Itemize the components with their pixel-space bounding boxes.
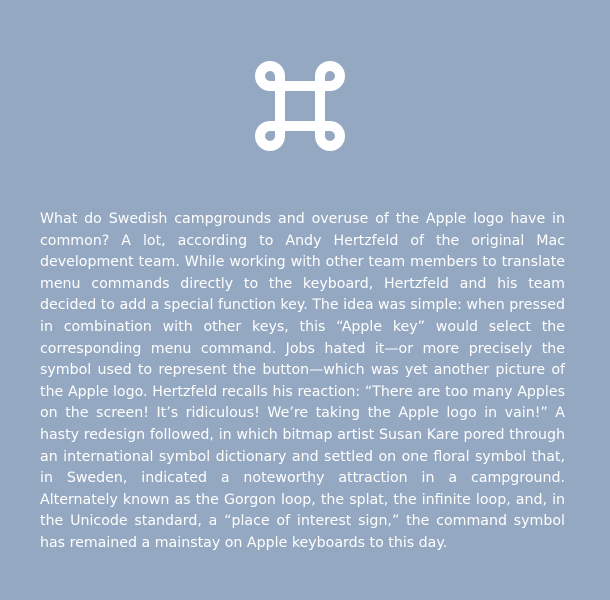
- command-key-icon: [250, 56, 350, 156]
- article-paragraph: What do Swedish campgrounds and overuse of the Apple logo have in common? A lot, according to Andy Hertzfeld of the original Mac development team. While working with other team members to translate menu commands directly to the keyboard, Hertzfeld and his team decided to add a special function key. The idea was simple: when pressed in combination with other keys, this “Apple key” would select the corresponding menu command. Jobs hated it—or more precisely the symbol used to represent the button—which was yet another picture of the Apple logo. Hertzfeld recalls his reaction: “There are too many Apples on the screen! It’s ridiculous! We’re taking the Apple logo in vain!” A hasty redesign followed, in which bitmap artist Susan Kare pored through an international symbol dictionary and settled on one floral symbol that, in Sweden, indicated a noteworthy attraction in a campground. Alternately known as the Gorgon loop, the splat, the infinite loop, and, in the Unicode standard, a “place of interest sign,” the command symbol has remained a mainstay on Apple keyboards to this day.: [40, 211, 565, 551]
- command-symbol-graphic: [250, 56, 350, 156]
